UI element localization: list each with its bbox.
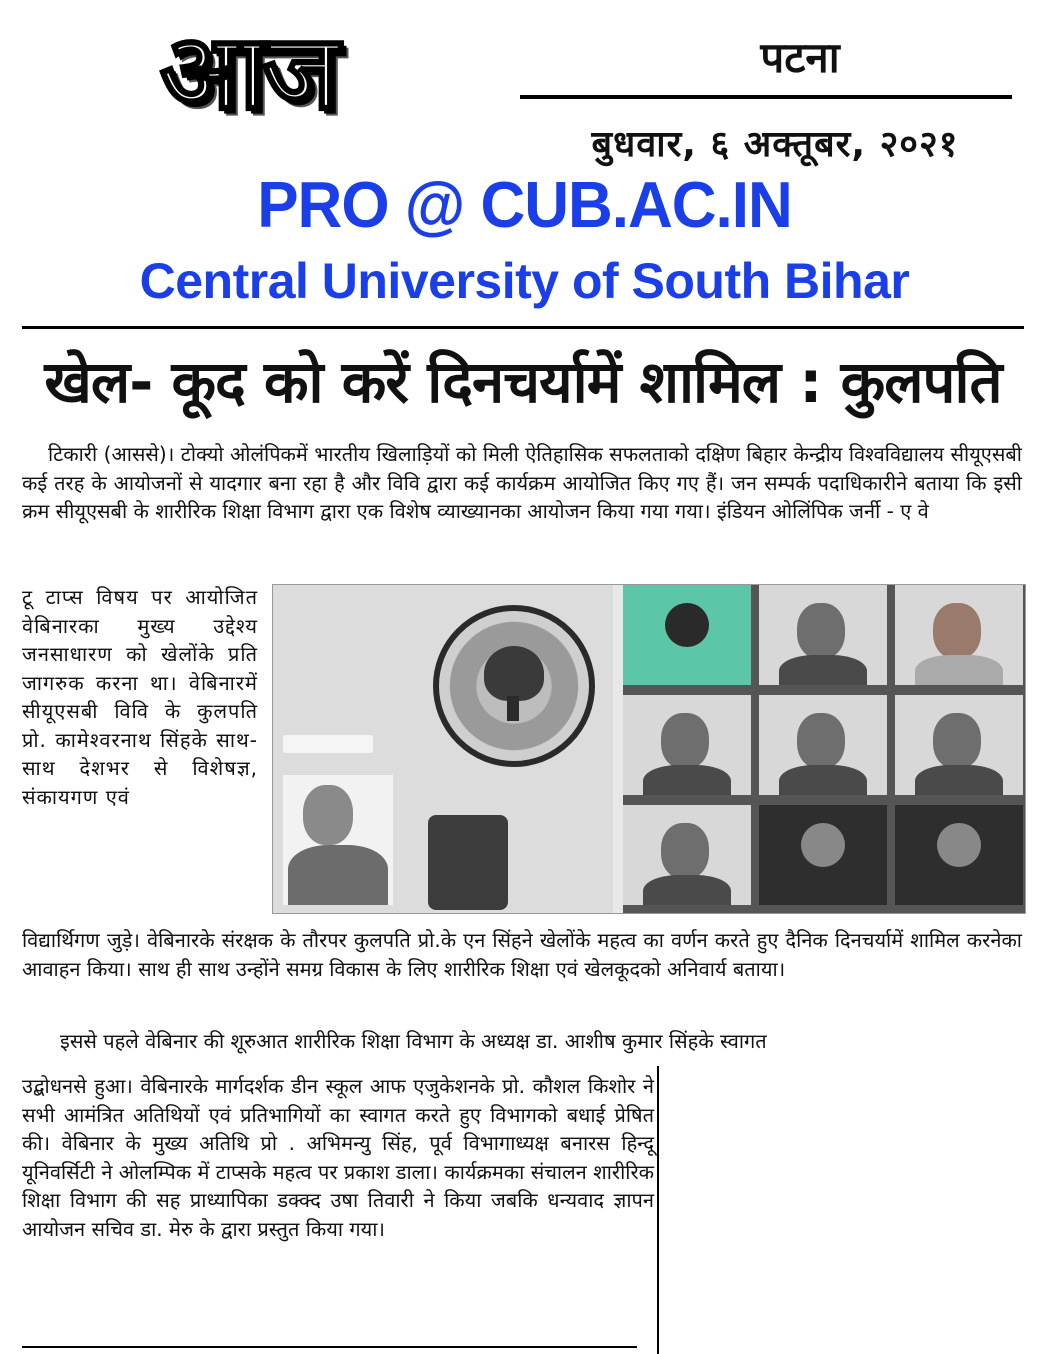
divider xyxy=(520,95,1012,99)
masthead-title: आज xyxy=(160,11,336,133)
article-paragraph-side: टू टाप्स विषय पर आयोजित वेबिनारका मुख्य उद्देश्य जनसाधारण को खेलोंके प्रति जागरुक करना था। वेबिनारमें सीयूएसबी विवि के कुलपति प्रो. कामेश्वरनाथ सिंहके साथ- साथ देशभर से विशेषज्ञ, संकायगण एवं xyxy=(22,585,258,809)
chair-shape xyxy=(428,815,508,910)
participant-tile xyxy=(623,585,751,685)
participant-tile xyxy=(623,805,751,905)
participant-tile xyxy=(895,585,1023,685)
participant-gallery xyxy=(623,585,1025,913)
webinar-photo xyxy=(272,584,1026,914)
edition-date: बुधवार, ६ अक्तूबर, २०२१ xyxy=(591,124,959,165)
edition-city: पटना xyxy=(760,33,840,82)
article-paragraph-1: टिकारी (आससे)। टोक्यो ओलंपिकमें भारतीय खिलाड़ियों को मिली ऐतिहासिक सफलताको दक्षिण बिहार केन्द्रीय विश्वविद्यालय सीयूएसबी कई तरह के आयोजनों से यादगार बना रहा है और विवि द्वारा कई कार्यक्रम आयोजित किए गए हैं। जन सम्पर्क पदाधिकारीने बताया कि इसी क्रम सीयूएसबी के शारीरिक शिक्षा विभाग द्वारा एक विशेष व्याख्यानका आयोजन किया गया गया। इंडियन ओलिंपिक जर्नी - ए वे xyxy=(22,442,1022,523)
pro-email-banner: PRO @ CUB.AC.IN xyxy=(257,169,792,242)
webinar-main-pane xyxy=(273,585,613,913)
participant-tile xyxy=(759,585,887,685)
masthead-logo xyxy=(160,11,480,135)
divider xyxy=(22,326,1024,329)
divider xyxy=(22,1346,637,1348)
participant-tile xyxy=(895,805,1023,905)
article-paragraph-3: इससे पहले वेबिनार की शूरुआत शारीरिक शिक्षा विभाग के अध्यक्ष डा. आशीष कुमार सिंहके स्वागत xyxy=(60,1029,767,1053)
meeting-toolbar xyxy=(283,735,373,753)
article-paragraph-2: विद्यार्थिगण जुड़े। वेबिनारके संरक्षक के तौरपर कुलपति प्रो.के एन सिंहने खेलोंके महत्व का वर्णन करते हुए दैनिक दिनचर्यामें शामिल करनेका आवाहन किया। साथ ही साथ उन्होंने समग्र विकास के लिए शारीरिक शिक्षा एवं खेलकूदको अनिवार्य बताया। xyxy=(22,928,1022,981)
participant-tile xyxy=(759,695,887,795)
presenter-figure xyxy=(283,775,393,905)
article-paragraph-4: उद्बोधनसे हुआ। वेबिनारके मार्गदर्शक डीन स्कूल आफ एजुकेशनके प्रो. कौशल किशोर ने सभी आमंत्रित अतिथियों एवं प्रतिभागियों का स्वागत करते हुए विभागको बधाई प्रेषित की। वेबिनार के मुख्य अतिथि प्रो . अभिमन्यु सिंह, पूर्व विभागाध्यक्ष बनारस हिन्दू यूनिवर्सिटी ने ओलम्पिक में टाप्सके महत्व पर प्रकाश डाला। कार्यक्रमका संचालन शारीरिक शिक्षा विभाग की सह प्राध्यापिका डक्क्द उषा तिवारी ने किया जबकि धन्यवाद ज्ञापन आयोजन सचिव डा. मेरु के द्वारा प्रस्तुत किया गया। xyxy=(22,1074,654,1241)
participant-tile xyxy=(895,695,1023,795)
university-banner: Central University of South Bihar xyxy=(139,253,910,309)
university-seal-icon xyxy=(433,605,595,767)
participant-tile xyxy=(759,805,887,905)
column-divider xyxy=(657,1066,659,1354)
participant-tile xyxy=(623,695,751,795)
article-headline: खेल- कूद को करें दिनचर्यामें शामिल : कुलपति xyxy=(44,348,1002,416)
